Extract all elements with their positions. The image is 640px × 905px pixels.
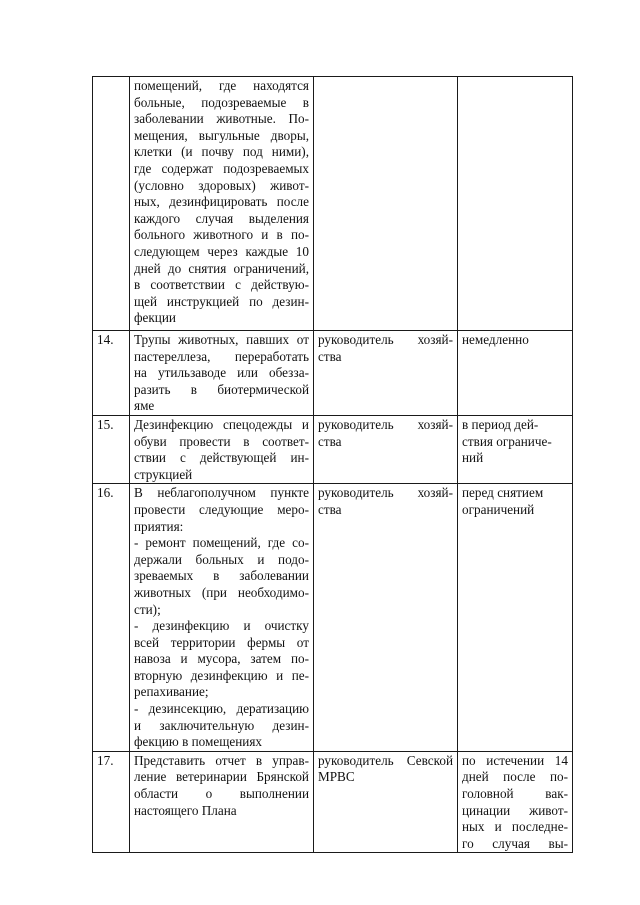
row-number: 16. bbox=[93, 484, 130, 752]
action-text-line: больные, подозреваемые в bbox=[134, 94, 309, 110]
responsible-text-line: руководитель хозяй- bbox=[318, 485, 453, 501]
action-cell bbox=[130, 484, 314, 752]
action-text-line: держали больных и подо- bbox=[134, 551, 309, 567]
action-text-line: репахивание; bbox=[134, 684, 209, 700]
action-text-line: зреваемых в заболевании bbox=[134, 568, 309, 584]
responsible-text-line: МРВС bbox=[318, 769, 355, 785]
action-text-line: яме bbox=[134, 398, 155, 414]
action-text-line: клетки (и почву под ними), bbox=[134, 144, 309, 160]
action-text-line: каждого случая выделения bbox=[134, 210, 309, 226]
responsible-text-line: ства bbox=[318, 501, 342, 517]
term-text-line: ний bbox=[462, 450, 484, 466]
table-row bbox=[93, 77, 573, 331]
term-cell bbox=[458, 751, 573, 853]
action-text-line: в соответствии с действую- bbox=[134, 277, 309, 293]
row-number bbox=[93, 77, 130, 331]
row-number: 15. bbox=[93, 415, 130, 483]
responsible-cell bbox=[314, 415, 458, 483]
action-text-line: настоящего Плана bbox=[134, 802, 237, 818]
action-text-line: - дезинфекцию и очистку bbox=[134, 618, 309, 634]
term-text-line: ствия ограниче- bbox=[462, 433, 552, 449]
action-text-line: где содержат подозреваемых bbox=[134, 160, 309, 176]
action-text-line: щей инструкцией по дезин- bbox=[134, 293, 309, 309]
table-row bbox=[93, 484, 573, 752]
term-text-line: дней после по- bbox=[462, 769, 568, 785]
term-text-line: перед снятием bbox=[462, 485, 544, 501]
responsible-text-line: руководитель Севской bbox=[318, 752, 453, 768]
responsible-text-line: руководитель хозяй- bbox=[318, 332, 453, 347]
action-text-line: провести следующие меро- bbox=[134, 501, 309, 517]
table-row bbox=[93, 331, 573, 416]
term-text-line: го случая вы- bbox=[462, 835, 568, 851]
action-text-line: сти); bbox=[134, 601, 161, 617]
table-row bbox=[93, 415, 573, 483]
term-cell bbox=[458, 331, 573, 416]
row-number: 17. bbox=[93, 751, 130, 853]
term-text-line: в период дей- bbox=[462, 416, 539, 432]
term-cell bbox=[458, 484, 573, 752]
action-text-line: всей территории фермы от bbox=[134, 634, 309, 650]
action-text-line: навоза и мусора, затем по- bbox=[134, 651, 309, 667]
action-text-line: мещения, выгульные дворы, bbox=[134, 127, 309, 143]
term-cell bbox=[458, 77, 573, 331]
responsible-text-line: руководитель хозяй- bbox=[318, 416, 453, 432]
action-text-line: больного животного и в по- bbox=[134, 227, 309, 243]
action-text-line: фекции bbox=[134, 310, 176, 326]
action-text-line: вторную дезинфекцию и пе- bbox=[134, 667, 309, 683]
responsible-cell bbox=[314, 77, 458, 331]
term-text-line: ных и последне- bbox=[462, 819, 568, 835]
action-text-line: фекцию в помещениях bbox=[134, 734, 262, 750]
action-text-line: обуви провести в соответ- bbox=[134, 433, 309, 449]
action-text-line: разить в биотермической bbox=[134, 381, 309, 397]
responsible-text-line: ства bbox=[318, 433, 342, 449]
action-text-line: дней до снятия ограничений, bbox=[134, 260, 309, 276]
table-row bbox=[93, 751, 573, 853]
term-text-line: немедленно bbox=[462, 332, 529, 347]
term-text-line: головной вак- bbox=[462, 786, 568, 802]
responsible-cell bbox=[314, 484, 458, 752]
action-text-line: струкцией bbox=[134, 466, 193, 482]
responsible-cell bbox=[314, 331, 458, 416]
action-text-line: Трупы животных, павших от bbox=[134, 332, 309, 347]
action-text-line: - ремонт помещений, где со- bbox=[134, 535, 309, 551]
action-text-line: на утильзаводе или обезза- bbox=[134, 365, 309, 381]
plan-table bbox=[92, 76, 573, 853]
term-text-line: по истечении 14 bbox=[462, 752, 568, 768]
action-text-line: животных (при необходимо- bbox=[134, 584, 309, 600]
action-text-line: ных, дезинфицировать после bbox=[134, 194, 309, 210]
row-number: 14. bbox=[93, 331, 130, 416]
action-text-line: (условно здоровых) живот- bbox=[134, 177, 309, 193]
plan-table-body bbox=[93, 77, 573, 853]
action-text-line: Дезинфекцию спецодежды и bbox=[134, 416, 309, 432]
action-cell bbox=[130, 415, 314, 483]
term-text-line: ограничений bbox=[462, 501, 535, 517]
action-text-line: помещений, где находятся bbox=[134, 78, 309, 93]
action-cell bbox=[130, 331, 314, 416]
action-text-line: В неблагополучном пункте bbox=[134, 485, 309, 501]
term-cell bbox=[458, 415, 573, 483]
action-text-line: приятия: bbox=[134, 518, 184, 534]
action-cell bbox=[130, 751, 314, 853]
action-text-line: заболевании животные. По- bbox=[134, 111, 309, 127]
action-text-line: области о выполнении bbox=[134, 786, 309, 802]
action-text-line: ствии с действующей ин- bbox=[134, 450, 309, 466]
action-text-line: пастереллеза, переработать bbox=[134, 348, 309, 364]
action-text-line: и заключительную дезин- bbox=[134, 717, 309, 733]
term-text-line: цинации живот- bbox=[462, 802, 568, 818]
action-cell bbox=[130, 77, 314, 331]
action-text-line: следующем через каждые 10 bbox=[134, 243, 309, 259]
action-text-line: - дезинсекцию, дератизацию bbox=[134, 701, 309, 717]
responsible-cell bbox=[314, 751, 458, 853]
action-text-line: ление ветеринарии Брянской bbox=[134, 769, 309, 785]
responsible-text-line: ства bbox=[318, 348, 342, 364]
action-text-line: Представить отчет в управ- bbox=[134, 752, 309, 768]
